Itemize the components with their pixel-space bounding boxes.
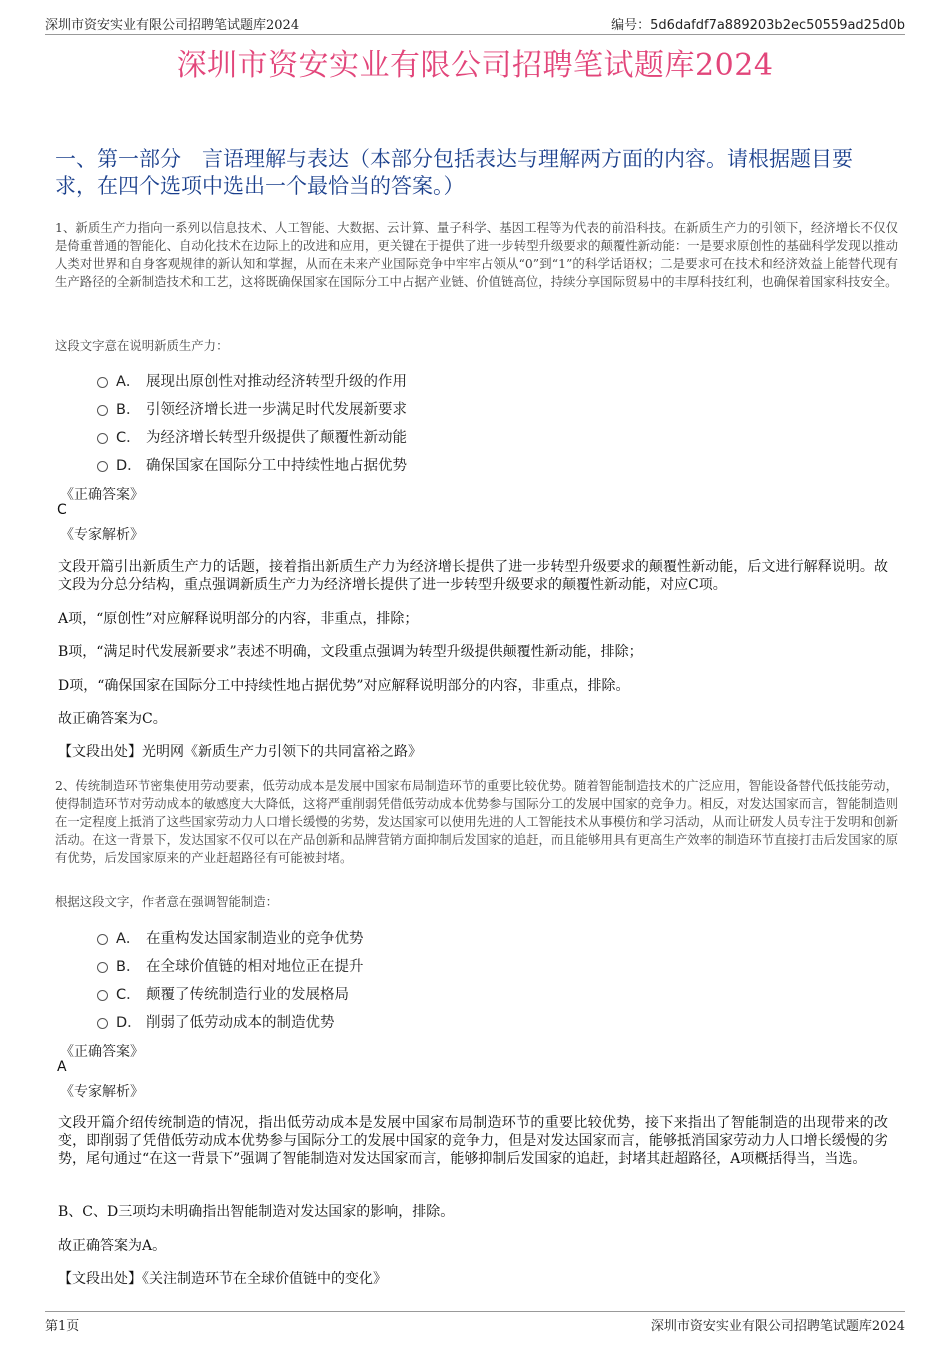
radio-icon[interactable] — [97, 934, 108, 945]
option-d[interactable]: D． 确保国家在国际分工中持续性地占据优势 — [97, 450, 407, 478]
page-number: 第1页 — [45, 1319, 80, 1334]
answer-label: 《正确答案》 — [60, 487, 144, 503]
analysis-paragraph: 文段开篇介绍传统制造的情况，指出低劳动成本是发展中国家布局制造环节的重要比较优势，接下来指出了智能制造的出现带来的改变，即削弱了凭借低劳动成本优势参与国际分工的发展中国家的竞争力，但是对发达国家而言，能够抵消国家劳动力人口增长缓慢的劣势，尾句通过“在这一背景下”强调了智能制造对发达国家而言，能够抑制后发国家的追赶，封堵其赶超路径，A项概括得当，当选。 — [58, 1115, 888, 1167]
radio-icon[interactable] — [97, 461, 108, 472]
radio-icon[interactable] — [97, 962, 108, 973]
analysis-paragraph: B、C、D三项均未明确指出智能制造对发达国家的影响，排除。 — [58, 1204, 455, 1220]
radio-icon[interactable] — [97, 1018, 108, 1029]
page-header — [45, 12, 905, 35]
answer-value: A — [57, 1059, 67, 1075]
analysis-label: 《专家解析》 — [60, 1084, 144, 1100]
header-doc-title: 深圳市资安实业有限公司招聘笔试题库2024 — [45, 18, 300, 33]
answer-label: 《正确答案》 — [60, 1044, 144, 1060]
option-d[interactable]: D． 削弱了低劳动成本的制造优势 — [97, 1007, 364, 1035]
option-c[interactable]: C． 颠覆了传统制造行业的发展格局 — [97, 979, 364, 1007]
analysis-paragraph: 文段开篇引出新质生产力的话题，接着指出新质生产力为经济增长提供了进一步转型升级要求的颠覆性新动能，后文进行解释说明。故文段为分总分结构，重点强调新质生产力为经济增长提供了进一步转型升级要求的颠覆性新动能，对应C项。 — [58, 559, 888, 593]
analysis-label: 《专家解析》 — [60, 527, 144, 543]
section-title: 一、第一部分 言语理解与表达（本部分包括表达与理解两方面的内容。请根据题目要求，在四个选项中选出一个最恰当的答案。） — [55, 147, 853, 198]
radio-icon[interactable] — [97, 405, 108, 416]
page-footer — [45, 1311, 905, 1334]
radio-icon[interactable] — [97, 377, 108, 388]
analysis-paragraph: A项，“原创性”对应解释说明部分的内容，非重点，排除； — [58, 611, 419, 627]
question-1-text: 1、新质生产力指向一系列以信息技术、人工智能、大数据、云计算、量子科学、基因工程等为代表的前沿科技。在新质生产力的引领下，经济增长不仅仅是倚重普通的智能化、自动化技术在边际上的改进和应用，更关键在于提供了进一步转型升级要求的颠覆性新动能：一是要求原创性的基础科学发现以推动人类对世界和自身客观规律的新认知和掌握，从而在未来产业国际竞争中牢牢占领从“0”到“1”的科学话语权；二是要求可在技术和经济效益上能替代现有生产路径的全新制造技术和工艺，这将既确保国家在国际分工中占据产业链、价值链高位，持续分享国际贸易中的丰厚科技红利，也确保着国家科技安全。 — [55, 220, 898, 289]
radio-icon[interactable] — [97, 433, 108, 444]
footer-doc-title: 深圳市资安实业有限公司招聘笔试题库2024 — [650, 1319, 905, 1334]
option-c[interactable]: C． 为经济增长转型升级提供了颠覆性新动能 — [97, 422, 407, 450]
analysis-paragraph: 故正确答案为C。 — [58, 711, 167, 727]
analysis-paragraph: D项，“确保国家在国际分工中持续性地占据优势”对应解释说明部分的内容，非重点，排除。 — [58, 678, 630, 694]
option-b[interactable]: B． 在全球价值链的相对地位正在提升 — [97, 951, 364, 979]
source-citation: 【文段出处】《关注制造环节在全球价值链中的变化》 — [58, 1271, 387, 1287]
question-2-text: 2、传统制造环节密集使用劳动要素，低劳动成本是发展中国家布局制造环节的重要比较优势。随着智能制造技术的广泛应用，智能设备替代低技能劳动，使得制造环节对劳动成本的敏感度大大降低，这将严重削弱凭借低劳动成本优势参与国际分工的发展中国家的竞争力。相反，对发达国家而言，智能制造则在一定程度上抵消了这些国家劳动力人口增长缓慢的劣势，发达国家可以使用先进的人工智能技术从事模仿和学习活动，从而让研发人员专注于发明和创新活动。在这一背景下，发达国家不仅可以在产品创新和品牌营销方面抑制后发国家的追赶，而且能够用具有更高生产效率的制造环节直接打击后发国家的原有优势，后发国家原来的产业赶超路径有可能被封堵。 — [55, 778, 898, 865]
question-1-options — [97, 366, 407, 478]
analysis-paragraph: B项，“满足时代发展新要求”表述不明确，文段重点强调为转型升级提供颠覆性新动能，排除； — [58, 644, 643, 660]
option-a[interactable]: A． 在重构发达国家制造业的竞争优势 — [97, 923, 364, 951]
answer-value: C — [57, 502, 67, 518]
source-citation: 【文段出处】光明网《新质生产力引领下的共同富裕之路》 — [58, 744, 422, 760]
radio-icon[interactable] — [97, 990, 108, 1001]
analysis-paragraph: 故正确答案为A。 — [58, 1238, 167, 1254]
page-title: 深圳市资安实业有限公司招聘笔试题库2024 — [176, 48, 774, 83]
question-1-prompt: 这段文字意在说明新质生产力： — [55, 338, 229, 353]
question-2-options — [97, 923, 364, 1035]
option-b[interactable]: B． 引领经济增长进一步满足时代发展新要求 — [97, 394, 407, 422]
question-2-prompt: 根据这段文字，作者意在强调智能制造： — [55, 894, 279, 909]
option-a[interactable]: A． 展现出原创性对推动经济转型升级的作用 — [97, 366, 407, 394]
header-doc-id: 编号：5d6dafdf7a889203b2ec50559ad25d0b — [611, 18, 905, 33]
